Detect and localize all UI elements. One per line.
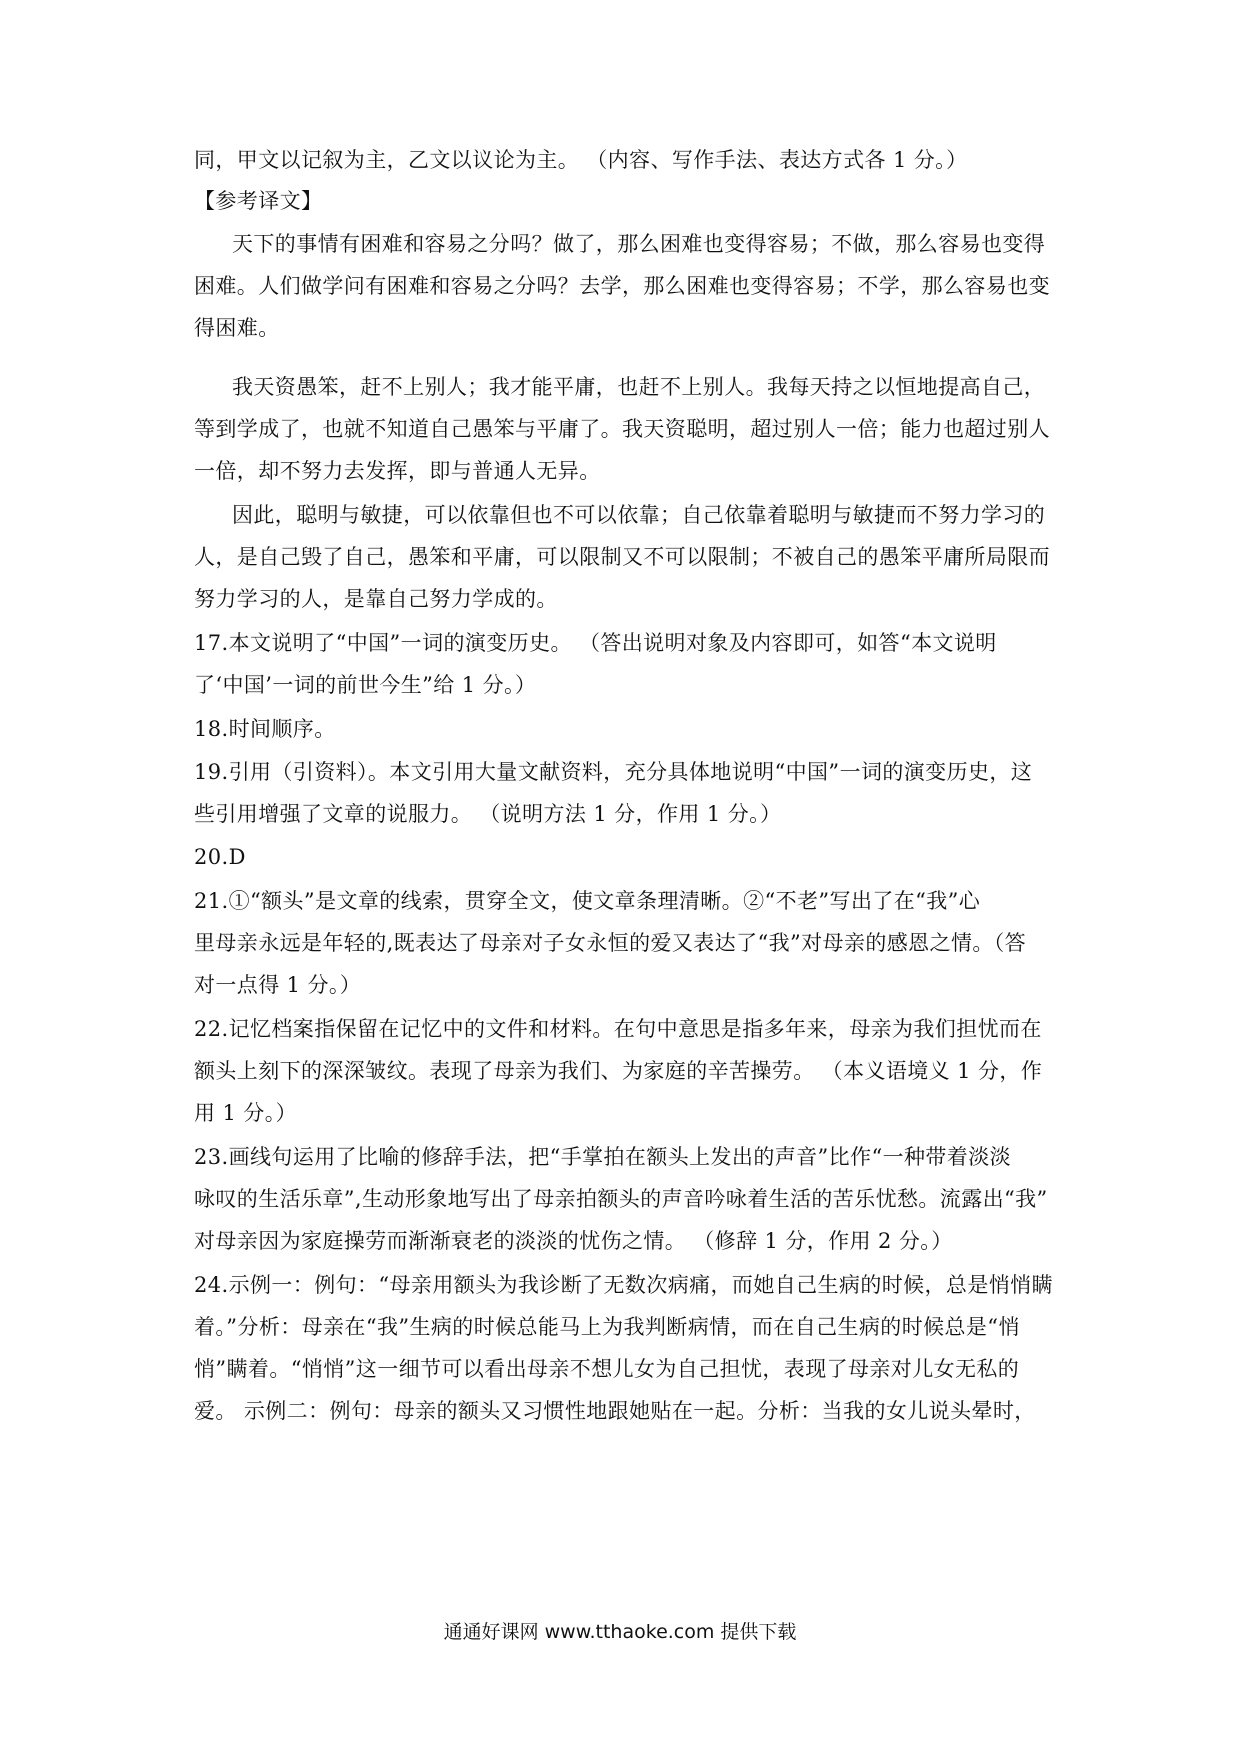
answer-24: 24.示例一：例句：“母亲用额头为我诊断了无数次病痛，而她自己生病的时候，总是悄悄瞒 — [194, 1273, 1053, 1297]
text-line: 悄”瞒着。“悄悄”这一细节可以看出母亲不想儿女为自己担忧，表现了母亲对儿女无私的 — [194, 1357, 1020, 1381]
text-line: 咏叹的生活乐章”,生动形象地写出了母亲拍额头的声音吟咏着生活的苦乐忧愁。流露出“我” — [194, 1187, 1048, 1211]
answer-23: 23.画线句运用了比喻的修辞手法，把“手掌拍在额头上发出的声音”比作“一种带着淡淡 — [194, 1145, 1012, 1169]
answer-17: 17.本文说明了“中国”一词的演变历史。 （答出说明对象及内容即可，如答“本文说明 — [194, 631, 997, 655]
text-line: 因此，聪明与敏捷，可以依靠但也不可以依靠；自己依靠着聪明与敏捷而不努力学习的 — [232, 503, 1046, 527]
text-line: 些引用增强了文章的说服力。 （说明方法 1 分，作用 1 分。） — [194, 802, 782, 826]
answer-21: 21.①“额头”是文章的线索，贯穿全文，使文章条理清晰。②“不老”写出了在“我”心 — [194, 889, 981, 913]
section-heading: 【参考译文】 — [194, 189, 323, 213]
page-footer: 通通好课网 www.tthaoke.com 提供下载 — [443, 1621, 797, 1643]
text-line: 对一点得 1 分。） — [194, 973, 362, 997]
answer-22: 22.记忆档案指保留在记忆中的文件和材料。在句中意思是指多年来，母亲为我们担忧而在 — [194, 1017, 1042, 1041]
text-line: 等到学成了，也就不知道自己愚笨与平庸了。我天资聪明，超过别人一倍；能力也超过别人 — [194, 417, 1050, 441]
text-line: 一倍，却不努力去发挥，即与普通人无异。 — [194, 459, 601, 483]
text-line: 对母亲因为家庭操劳而渐渐衰老的淡淡的忧伤之情。 （修辞 1 分，作用 2 分。） — [194, 1229, 953, 1253]
answer-20: 20.D — [194, 845, 246, 869]
text-line: 了‘中国’一词的前世今生”给 1 分。） — [194, 673, 537, 697]
text-line: 人，是自己毁了自己，愚笨和平庸，可以限制又不可以限制；不被自己的愚笨平庸所局限而 — [194, 545, 1050, 569]
text-line: 爱。 示例二：例句：母亲的额头又习惯性地跟她贴在一起。分析：当我的女儿说头晕时， — [194, 1399, 1036, 1423]
text-line: 额头上刻下的深深皱纹。表现了母亲为我们、为家庭的辛苦操劳。 （本义语境义 1 分，作 — [194, 1059, 1043, 1083]
text-line: 我天资愚笨，赶不上别人；我才能平庸，也赶不上别人。我每天持之以恒地提高自己， — [232, 375, 1046, 399]
text-line: 努力学习的人，是靠自己努力学成的。 — [194, 587, 558, 611]
text-line: 着。”分析：母亲在“我”生病的时候总能马上为我判断病情，而在自己生病的时候总是“悄 — [194, 1315, 1020, 1339]
answer-19: 19.引用（引资料）。本文引用大量文献资料，充分具体地说明“中国”一词的演变历史，这 — [194, 760, 1033, 784]
answer-18: 18.时间顺序。 — [194, 717, 336, 741]
text-line: 困难。人们做学问有困难和容易之分吗？去学，那么困难也变得容易；不学，那么容易也变 — [194, 274, 1050, 298]
text-line: 里母亲永远是年轻的,既表达了母亲对子女永恒的爱又表达了“我”对母亲的感恩之情。（答 — [194, 931, 1027, 955]
text-line: 用 1 分。） — [194, 1101, 298, 1125]
text-line: 同，甲文以记叙为主，乙文以议论为主。 （内容、写作手法、表达方式各 1 分。） — [194, 148, 968, 172]
text-line: 天下的事情有困难和容易之分吗？做了，那么困难也变得容易；不做，那么容易也变得 — [232, 232, 1046, 256]
text-line: 得困难。 — [194, 316, 280, 340]
